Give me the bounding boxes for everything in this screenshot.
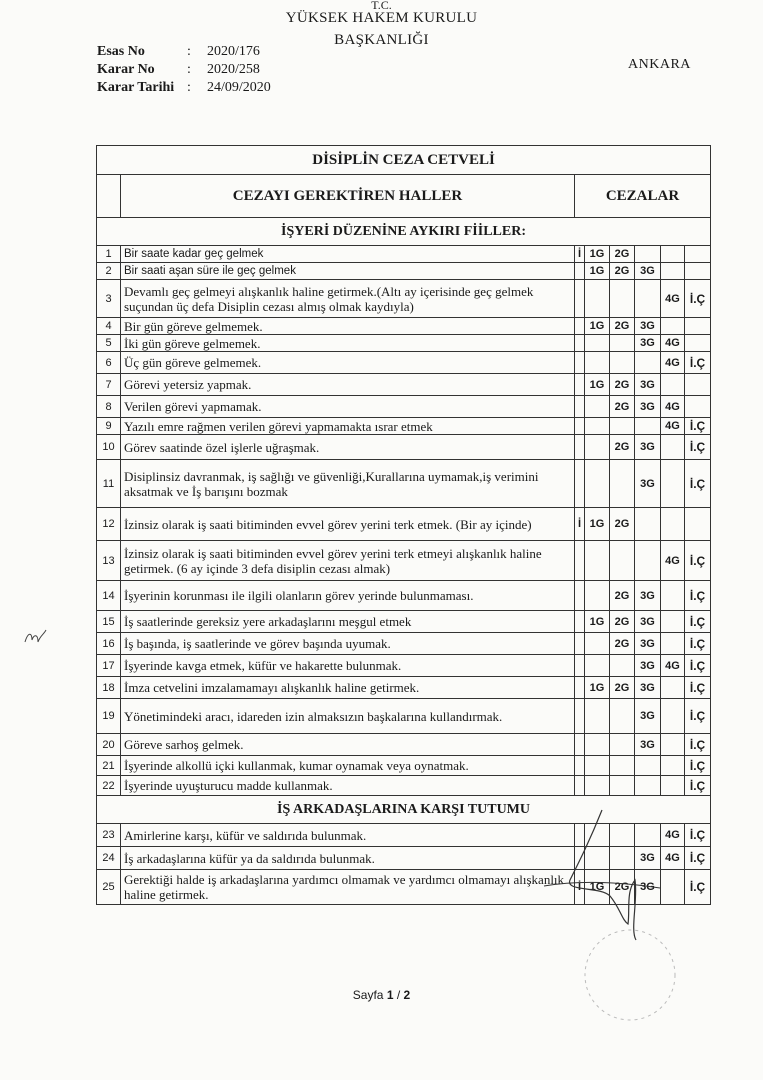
offense-description: İki gün göreve gelmemek.: [121, 335, 575, 352]
penalty-cell: İ.Ç: [685, 677, 711, 699]
penalty-cell: 3G: [635, 699, 661, 734]
penalty-cell: [585, 460, 610, 508]
row-number: 9: [97, 418, 121, 435]
row-number: 22: [97, 776, 121, 796]
penalty-cell: 3G: [635, 435, 661, 460]
offense-description: İzinsiz olarak iş saati bitiminden evvel görev yerini terk etmeyi alışkanlık haline getirmek. (6 ay içinde 3 defa disiplin cezası almak): [121, 541, 575, 581]
penalty-cell: [635, 508, 661, 541]
penalty-cell: 2G: [610, 318, 635, 335]
penalty-cell: 2G: [610, 581, 635, 611]
row-number: 7: [97, 374, 121, 396]
table-title: DİSİPLİN CEZA CETVELİ: [97, 146, 711, 175]
tc-header: T.C.: [371, 0, 392, 12]
penalty-cell: [635, 776, 661, 796]
offense-description: İşyerinde uyuşturucu madde kullanmak.: [121, 776, 575, 796]
penalty-cell: [610, 756, 635, 776]
esas-row: [97, 43, 271, 61]
table-row: [97, 246, 711, 263]
offense-description: İzinsiz olarak iş saati bitiminden evvel görev yerini terk etmek. (Bir ay içinde): [121, 508, 575, 541]
penalty-cell: İ.Ç: [685, 633, 711, 655]
page-label: Sayfa: [352, 988, 387, 1002]
penalty-cell: [661, 435, 685, 460]
row-number: 8: [97, 396, 121, 418]
penalty-cell: [610, 776, 635, 796]
penalty-cell: [685, 508, 711, 541]
penalty-cell: [575, 418, 585, 435]
row-number: 19: [97, 699, 121, 734]
row-number: 15: [97, 611, 121, 633]
penalty-cell: 3G: [635, 677, 661, 699]
penalty-cell: 4G: [661, 352, 685, 374]
offense-description: İşyerinde alkollü içki kullanmak, kumar oynamak veya oynatmak.: [121, 756, 575, 776]
offense-description: İş başında, iş saatlerinde ve görev başında uyumak.: [121, 633, 575, 655]
penalty-cell: [685, 246, 711, 263]
penalty-cell: 3G: [635, 633, 661, 655]
org-name-line1: YÜKSEK HAKEM KURULU: [285, 10, 478, 26]
penalty-cell: 3G: [635, 318, 661, 335]
penalty-cell: İ.Ç: [685, 611, 711, 633]
row-number: 25: [97, 870, 121, 905]
penalty-cell: [635, 418, 661, 435]
row-number: 13: [97, 541, 121, 581]
penalty-cell: [575, 374, 585, 396]
table-row: [97, 633, 711, 655]
table-row: [97, 352, 711, 374]
table-row: [97, 776, 711, 796]
column-header-cases: CEZAYI GEREKTİREN HALLER: [121, 175, 575, 218]
penalty-cell: [575, 699, 585, 734]
penalty-cell: [661, 756, 685, 776]
discipline-penalty-table: [96, 145, 711, 905]
row-number: 23: [97, 824, 121, 847]
penalty-cell: [661, 776, 685, 796]
penalty-cell: [575, 460, 585, 508]
page-total: 2: [403, 988, 411, 1002]
offense-description: Bir saati aşan süre ile geç gelmek: [121, 263, 575, 280]
penalty-cell: 3G: [635, 335, 661, 352]
table-header-row: [97, 175, 711, 218]
penalty-cell: 3G: [635, 374, 661, 396]
offense-description: Verilen görevi yapmamak.: [121, 396, 575, 418]
row-number: 12: [97, 508, 121, 541]
penalty-cell: [661, 611, 685, 633]
penalty-cell: 4G: [661, 824, 685, 847]
penalty-cell: [585, 581, 610, 611]
penalty-cell: [575, 396, 585, 418]
penalty-cell: [610, 655, 635, 677]
penalty-cell: [575, 335, 585, 352]
penalty-cell: İ.Ç: [685, 847, 711, 870]
penalty-cell: [610, 734, 635, 756]
offense-description: Devamlı geç gelmeyi alışkanlık haline getirmek.(Altı ay içerisinde geç gelmek suçundan üç defa Disiplin cezası almış olmak kaydıyla): [121, 280, 575, 318]
penalty-cell: 2G: [610, 870, 635, 905]
row-number: 10: [97, 435, 121, 460]
penalty-cell: 3G: [635, 655, 661, 677]
table-row: [97, 655, 711, 677]
penalty-cell: 2G: [610, 374, 635, 396]
table-row: [97, 435, 711, 460]
table-row: [97, 756, 711, 776]
org-name-line2: BAŞKANLIĞI: [334, 32, 429, 48]
penalty-cell: 2G: [610, 246, 635, 263]
penalty-cell: [685, 318, 711, 335]
colon: :: [187, 62, 191, 77]
penalty-cell: İ.Ç: [685, 581, 711, 611]
column-header-penalties: CEZALAR: [575, 175, 711, 218]
tarih-value: 24/09/2020: [207, 80, 271, 95]
penalty-cell: [661, 677, 685, 699]
penalty-cell: [661, 318, 685, 335]
table-row: [97, 734, 711, 756]
penalty-cell: [661, 581, 685, 611]
colon: :: [187, 44, 191, 59]
penalty-cell: 1G: [585, 870, 610, 905]
table-row: [97, 396, 711, 418]
penalty-cell: [585, 352, 610, 374]
offense-description: Bir gün göreve gelmemek.: [121, 318, 575, 335]
penalty-cell: [635, 756, 661, 776]
row-number: 14: [97, 581, 121, 611]
penalty-cell: [661, 374, 685, 396]
table-title-row: [97, 146, 711, 175]
penalty-cell: [661, 246, 685, 263]
penalty-cell: [575, 541, 585, 581]
table-row: [97, 699, 711, 734]
penalty-cell: 1G: [585, 374, 610, 396]
penalty-cell: 2G: [610, 263, 635, 280]
penalty-cell: [610, 335, 635, 352]
penalty-cell: [661, 263, 685, 280]
penalty-cell: 1G: [585, 263, 610, 280]
row-number: 16: [97, 633, 121, 655]
penalty-cell: [661, 734, 685, 756]
row-number: 5: [97, 335, 121, 352]
penalty-cell: [661, 508, 685, 541]
penalty-cell: İ: [575, 246, 585, 263]
tarih-label: Karar Tarihi: [97, 80, 175, 95]
penalty-cell: [575, 581, 585, 611]
penalty-cell: [635, 280, 661, 318]
row-number: 17: [97, 655, 121, 677]
esas-label: Esas No: [97, 44, 145, 59]
penalty-cell: 3G: [635, 611, 661, 633]
tarih-row: [97, 79, 271, 97]
penalty-cell: [661, 699, 685, 734]
penalty-cell: [585, 633, 610, 655]
offense-description: Yazılı emre rağmen verilen görevi yapmamakta ısrar etmek: [121, 418, 575, 435]
penalty-cell: 1G: [585, 677, 610, 699]
row-number: 3: [97, 280, 121, 318]
row-number: 4: [97, 318, 121, 335]
penalty-cell: İ.Ç: [685, 541, 711, 581]
offense-description: İşyerinde kavga etmek, küfür ve hakarette bulunmak.: [121, 655, 575, 677]
penalty-cell: İ.Ç: [685, 776, 711, 796]
penalty-cell: 2G: [610, 633, 635, 655]
penalty-cell: [635, 246, 661, 263]
offense-description: İşyerinin korunması ile ilgili olanların görev yerinde bulunmaması.: [121, 581, 575, 611]
offense-description: Bir saate kadar geç gelmek: [121, 246, 575, 263]
penalty-cell: [575, 611, 585, 633]
table-row: [97, 263, 711, 280]
penalty-cell: 1G: [585, 318, 610, 335]
page-footer: [0, 988, 763, 1002]
penalty-cell: İ.Ç: [685, 280, 711, 318]
penalty-cell: 3G: [635, 847, 661, 870]
margin-initials: [20, 622, 50, 652]
row-number: 1: [97, 246, 121, 263]
penalty-cell: [685, 335, 711, 352]
colon: :: [187, 80, 191, 95]
offense-description: Amirlerine karşı, küfür ve saldırıda bulunmak.: [121, 824, 575, 847]
penalty-cell: [575, 435, 585, 460]
penalty-cell: 2G: [610, 508, 635, 541]
penalty-cell: 2G: [610, 677, 635, 699]
penalty-cell: 2G: [610, 435, 635, 460]
offense-description: Disiplinsiz davranmak, iş sağlığı ve güvenliği,Kurallarına uymamak,iş verimini aksatmak ve İş barışını bozmak: [121, 460, 575, 508]
offense-description: Görevi yetersiz yapmak.: [121, 374, 575, 396]
penalty-cell: 4G: [661, 280, 685, 318]
penalty-cell: 4G: [661, 655, 685, 677]
penalty-cell: 1G: [585, 611, 610, 633]
section-title: İŞ ARKADAŞLARINA KARŞI TUTUMU: [97, 796, 711, 824]
penalty-cell: İ.Ç: [685, 655, 711, 677]
table-row: [97, 280, 711, 318]
penalty-cell: 1G: [585, 246, 610, 263]
offense-description: Yönetimindeki aracı, idareden izin almaksızın başkalarına kullandırmak.: [121, 699, 575, 734]
penalty-cell: [575, 756, 585, 776]
penalty-cell: İ.Ç: [685, 460, 711, 508]
penalty-cell: 4G: [661, 396, 685, 418]
penalty-cell: [610, 418, 635, 435]
penalty-cell: [635, 541, 661, 581]
penalty-cell: [575, 280, 585, 318]
case-meta: [97, 43, 271, 97]
offense-description: İş saatlerinde gereksiz yere arkadaşlarını meşgul etmek: [121, 611, 575, 633]
penalty-cell: 4G: [661, 541, 685, 581]
penalty-cell: [585, 541, 610, 581]
offense-description: İş arkadaşlarına küfür ya da saldırıda bulunmak.: [121, 847, 575, 870]
penalty-cell: [610, 352, 635, 374]
penalty-cell: 3G: [635, 734, 661, 756]
penalty-cell: [661, 633, 685, 655]
row-number: 2: [97, 263, 121, 280]
table-row: [97, 418, 711, 435]
karar-value: 2020/258: [207, 62, 260, 77]
table-row: [97, 335, 711, 352]
penalty-cell: 4G: [661, 418, 685, 435]
penalty-cell: İ.Ç: [685, 418, 711, 435]
esas-value: 2020/176: [207, 44, 260, 59]
row-number: 20: [97, 734, 121, 756]
penalty-cell: [585, 280, 610, 318]
penalty-cell: 2G: [610, 611, 635, 633]
table-row: [97, 374, 711, 396]
table-row: [97, 581, 711, 611]
penalty-cell: [585, 756, 610, 776]
penalty-cell: [610, 541, 635, 581]
penalty-cell: 3G: [635, 396, 661, 418]
page-separator: /: [393, 988, 404, 1002]
row-number: 6: [97, 352, 121, 374]
section-header-row: [97, 218, 711, 246]
page-current: 1: [386, 988, 394, 1002]
table-row: [97, 508, 711, 541]
penalty-cell: İ.Ç: [685, 756, 711, 776]
karar-label: Karar No: [97, 62, 155, 77]
penalty-cell: [575, 655, 585, 677]
penalty-cell: [575, 677, 585, 699]
header-spacer: [97, 175, 121, 218]
penalty-cell: [661, 460, 685, 508]
row-number: 21: [97, 756, 121, 776]
penalty-cell: 3G: [635, 460, 661, 508]
offense-description: Üç gün göreve gelmemek.: [121, 352, 575, 374]
penalty-cell: [610, 460, 635, 508]
penalty-cell: [610, 280, 635, 318]
offense-description: Gerektiği halde iş arkadaşlarına yardımcı olmamak ve yardımcı olmamayı alışkanlık haline getirmek.: [121, 870, 575, 905]
penalty-cell: [575, 352, 585, 374]
penalty-cell: 3G: [635, 581, 661, 611]
row-number: 24: [97, 847, 121, 870]
penalty-cell: İ.Ç: [685, 352, 711, 374]
penalty-cell: İ: [575, 508, 585, 541]
penalty-cell: [685, 396, 711, 418]
penalty-cell: İ.Ç: [685, 824, 711, 847]
penalty-cell: [585, 699, 610, 734]
penalty-cell: 4G: [661, 335, 685, 352]
penalty-cell: İ.Ç: [685, 699, 711, 734]
row-number: 18: [97, 677, 121, 699]
section-title: İŞYERİ DÜZENİNE AYKIRI FİİLLER:: [97, 218, 711, 246]
table-row: [97, 460, 711, 508]
penalty-cell: [685, 263, 711, 280]
table-row: [97, 318, 711, 335]
penalty-cell: İ.Ç: [685, 870, 711, 905]
penalty-cell: [585, 435, 610, 460]
penalty-cell: İ.Ç: [685, 435, 711, 460]
penalty-cell: [575, 734, 585, 756]
row-number: 11: [97, 460, 121, 508]
table-row: [97, 677, 711, 699]
offense-description: Görev saatinde özel işlerle uğraşmak.: [121, 435, 575, 460]
city-name: ANKARA: [628, 57, 691, 72]
penalty-cell: [585, 734, 610, 756]
penalty-cell: [635, 352, 661, 374]
penalty-cell: 4G: [661, 847, 685, 870]
penalty-cell: [610, 699, 635, 734]
penalty-cell: [585, 776, 610, 796]
offense-description: İmza cetvelini imzalamamayı alışkanlık haline getirmek.: [121, 677, 575, 699]
penalty-cell: [585, 335, 610, 352]
penalty-cell: [575, 633, 585, 655]
karar-row: [97, 61, 271, 79]
penalty-cell: [685, 374, 711, 396]
penalty-cell: [585, 655, 610, 677]
penalty-cell: İ.Ç: [685, 734, 711, 756]
penalty-cell: [575, 776, 585, 796]
penalty-cell: İ: [575, 870, 585, 905]
offense-description: Göreve sarhoş gelmek.: [121, 734, 575, 756]
penalty-cell: [585, 418, 610, 435]
penalty-cell: 1G: [585, 508, 610, 541]
table-row: [97, 541, 711, 581]
penalty-cell: [575, 318, 585, 335]
penalty-cell: [585, 396, 610, 418]
penalty-cell: 3G: [635, 263, 661, 280]
penalty-cell: 3G: [635, 870, 661, 905]
table-row: [97, 611, 711, 633]
penalty-cell: 2G: [610, 396, 635, 418]
penalty-cell: [575, 263, 585, 280]
